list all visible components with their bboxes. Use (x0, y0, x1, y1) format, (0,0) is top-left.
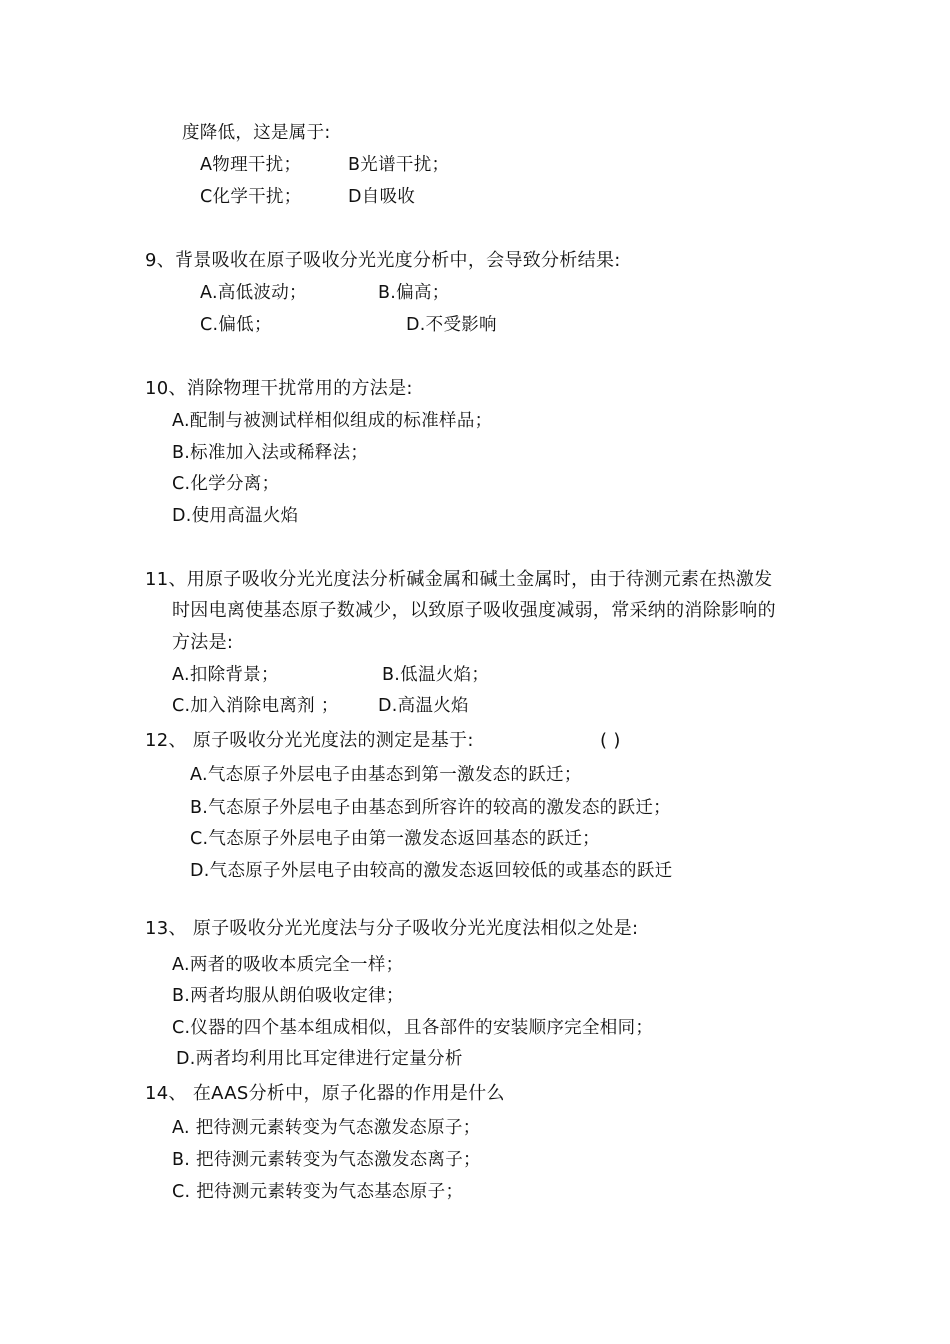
q12-answer-bracket: ( ) (600, 730, 621, 751)
q11-option-a: A.扣除背景； (172, 665, 279, 685)
q14-option-a: A. 把待测元素转变为气态激发态原子； (172, 1118, 481, 1138)
q12-option-a: A.气态原子外层电子由基态到第一激发态的跃迁； (190, 765, 582, 785)
q14-option-b: B. 把待测元素转变为气态激发态离子； (172, 1150, 481, 1170)
q8-option-d: D自吸收 (348, 187, 416, 207)
q13-option-c: C.仪器的四个基本组成相似，且各部件的安装顺序完全相同； (172, 1018, 654, 1038)
q9-option-d: D.不受影响 (406, 315, 497, 335)
q13-option-b: B.两者均服从朗伯吸收定律； (172, 986, 404, 1006)
q10-option-a: A.配制与被测试样相似组成的标准样品； (172, 411, 493, 431)
q11-stem-line3: 方法是: (172, 632, 234, 653)
q12-option-c: C.气态原子外层电子由第一激发态返回基态的跃迁； (190, 829, 600, 849)
q8-stem-continuation: 度降低，这是属于: (182, 123, 331, 143)
q13-stem: 13、 原子吸收分光光度法与分子吸收分光光度法相似之处是: (145, 918, 639, 939)
q12-option-b: B.气态原子外层电子由基态到所容许的较高的激发态的跃迁； (190, 798, 671, 818)
q10-stem: 10、消除物理干扰常用的方法是: (145, 378, 413, 399)
q10-option-d: D.使用高温火焰 (172, 506, 299, 526)
q11-option-b: B.低温火焰； (382, 665, 490, 685)
q11-option-d: D.高温火焰 (378, 696, 469, 716)
q8-option-a: A物理干扰； (200, 155, 302, 175)
q12-stem: 12、 原子吸收分光光度法的测定是基于: (145, 730, 474, 751)
q10-option-b: B.标准加入法或稀释法； (172, 443, 369, 463)
q9-option-a: A.高低波动； (200, 283, 307, 303)
q14-option-c: C. 把待测元素转变为气态基态原子； (172, 1182, 464, 1202)
q9-option-c: C.偏低； (200, 315, 272, 335)
q11-stem-line2: 时因电离使基态原子数减少，以致原子吸收强度减弱，常采纳的消除影响的 (172, 600, 776, 621)
q8-option-c: C化学干扰； (200, 187, 302, 207)
q13-option-d: D.两者均利用比耳定律进行定量分析 (176, 1049, 463, 1069)
q9-option-b: B.偏高； (378, 283, 450, 303)
q10-option-c: C.化学分离； (172, 474, 280, 494)
q13-option-a: A.两者的吸收本质完全一样； (172, 955, 404, 975)
q8-option-b: B光谱干扰； (348, 155, 450, 175)
q11-stem-line1: 11、用原子吸收分光光度法分析碱金属和碱土金属时，由于待测元素在热激发 (145, 569, 773, 590)
q11-option-c: C.加入消除电离剂 ； (172, 696, 339, 716)
q9-stem: 9、背景吸收在原子吸收分光光度分析中，会导致分析结果: (145, 250, 621, 271)
q14-stem: 14、 在AAS分析中，原子化器的作用是什么 (145, 1083, 505, 1104)
q12-option-d: D.气态原子外层电子由较高的激发态返回较低的或基态的跃迁 (190, 861, 673, 881)
